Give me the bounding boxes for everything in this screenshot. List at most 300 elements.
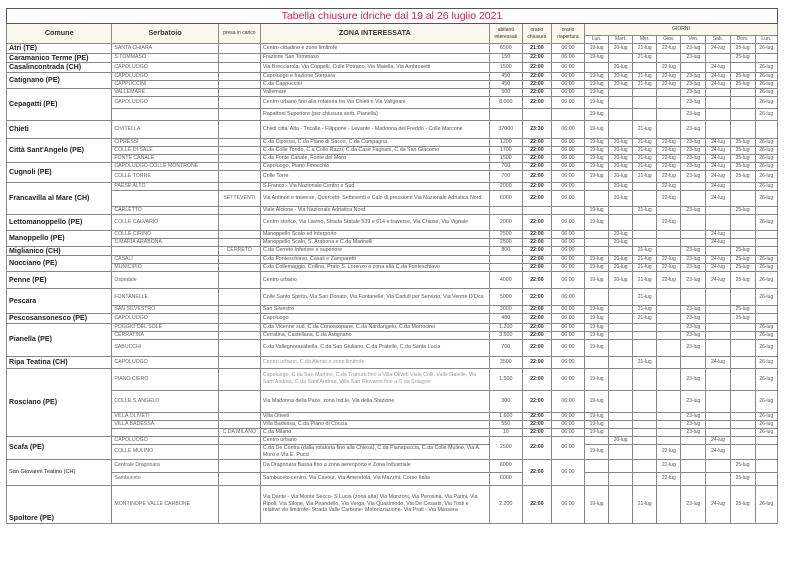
presa-cell: [218, 412, 260, 420]
day-cell: 24-lug: [706, 162, 730, 170]
presa-cell: [218, 339, 260, 356]
day-cell: 23-lug: [681, 120, 706, 138]
day-cell: 19-lug: [585, 120, 609, 138]
presa-cell: [218, 182, 260, 190]
presa-cell: [218, 230, 260, 238]
comune-cell: Cugnoli (PE): [7, 162, 112, 182]
day-cell: 26-lug: [755, 390, 777, 412]
day-cell: [657, 238, 681, 246]
zona-cell: C.da Cappuccini: [260, 80, 489, 88]
day-cell: 21-lug: [633, 120, 657, 138]
day-cell: [657, 420, 681, 428]
zona-cell: Colle Torre: [260, 170, 489, 182]
abitanti-cell: 800: [489, 246, 522, 256]
comune-cell: Rosciano (PE): [7, 368, 112, 436]
day-cell: [657, 485, 681, 523]
day-cell: 22-lug: [657, 214, 681, 230]
abitanti-cell: 6000: [489, 472, 522, 485]
day-cell: 20-lug: [609, 44, 633, 54]
day-cell: [633, 444, 657, 459]
riapertura-cell: 06:00: [551, 331, 584, 339]
day-cell: [657, 289, 681, 306]
serbatoio-cell: Sambuceto: [112, 472, 218, 485]
day-cell: 26-lug: [755, 170, 777, 182]
serbatoio-cell: S.MARIA ARABONA: [112, 238, 218, 246]
table-row: [7, 96, 778, 108]
day-cell: [657, 436, 681, 444]
serbatoio-cell: [112, 428, 218, 436]
day-cell: 22-lug: [657, 63, 681, 73]
chiusura-cell: 22:00: [522, 170, 551, 182]
day-cell: [681, 436, 706, 444]
day-cell: [609, 246, 633, 256]
day-cell: 23-lug: [681, 428, 706, 436]
table-row: [7, 190, 778, 206]
day-cell: 19-lug: [585, 420, 609, 428]
day-cell: [755, 120, 777, 138]
day-cell: 21-lug: [633, 256, 657, 264]
day-cell: 20-lug: [609, 182, 633, 190]
serbatoio-cell: COLLE TORRE: [112, 170, 218, 182]
riapertura-cell: 06:00: [551, 289, 584, 306]
day-cell: [633, 238, 657, 246]
day-cell: 22-lug: [657, 146, 681, 154]
serbatoio-cell: COLLE MULINO: [112, 444, 218, 459]
day-cell: 26-lug: [755, 214, 777, 230]
day-cell: [609, 96, 633, 108]
day-cell: [633, 412, 657, 420]
day-cell: [706, 120, 730, 138]
day-cell: 20-lug: [609, 436, 633, 444]
table-row: [7, 238, 778, 246]
day-cell: 23-lug: [681, 53, 706, 63]
day-cell: [706, 206, 730, 214]
day-cell: [706, 420, 730, 428]
table-row: [7, 80, 778, 88]
day-cell: [706, 214, 730, 230]
day-cell: 24-lug: [706, 444, 730, 459]
day-cell: 24-lug: [706, 256, 730, 264]
day-cell: 21-lug: [633, 44, 657, 54]
table-row: [7, 323, 778, 331]
day-cell: 26-lug: [755, 356, 777, 368]
serbatoio-cell: VALLEMARE: [112, 88, 218, 96]
serbatoio-cell: COLLE DI SALE: [112, 146, 218, 154]
abitanti-cell: 700: [489, 170, 522, 182]
day-cell: [730, 182, 755, 190]
day-cell: 19-lug: [585, 444, 609, 459]
chiusura-cell: 22:00: [522, 339, 551, 356]
day-cell: [706, 53, 730, 63]
day-cell: 26-lug: [755, 331, 777, 339]
comune-cell: Città Sant'Angelo (PE): [7, 138, 112, 162]
header-day: Giov.: [657, 36, 681, 44]
riapertura-cell: 06:00: [551, 356, 584, 368]
zona-cell: Cerratina, Castellana, C.da Astignano: [260, 331, 489, 339]
riapertura-cell: 06:00: [551, 154, 584, 162]
chiusura-cell: 22:00: [522, 230, 551, 238]
day-cell: [730, 412, 755, 420]
zona-cell: Villa Oliveti: [260, 412, 489, 420]
abitanti-cell: 3.500: [489, 331, 522, 339]
day-cell: [657, 306, 681, 314]
riapertura-cell: 06:00: [551, 72, 584, 80]
day-cell: 24-lug: [706, 63, 730, 73]
presa-cell: [218, 63, 260, 73]
day-cell: [730, 339, 755, 356]
day-cell: 23-lug: [681, 339, 706, 356]
day-cell: 20-lug: [609, 138, 633, 146]
day-cell: 22-lug: [657, 264, 681, 272]
presa-cell: [218, 289, 260, 306]
presa-cell: [218, 485, 260, 523]
day-cell: 20-lug: [609, 72, 633, 80]
day-cell: [633, 331, 657, 339]
day-cell: [585, 238, 609, 246]
day-cell: [657, 368, 681, 390]
day-cell: 23-lug: [681, 206, 706, 214]
day-cell: 21-lug: [633, 264, 657, 272]
day-cell: 24-lug: [706, 230, 730, 238]
day-cell: 25-lug: [730, 272, 755, 289]
day-cell: [730, 230, 755, 238]
day-cell: [730, 289, 755, 306]
day-cell: 25-lug: [730, 246, 755, 256]
zona-cell: Sambuceto centro, Via Cavour, Via Amendola, Via Mazzini, Corso Italia: [260, 472, 489, 485]
day-cell: 23-lug: [681, 323, 706, 331]
comune-cell: Nocciano (PE): [7, 256, 112, 272]
zona-cell: Via Madonna della Pace, zona Ind.le, Via della Stazione: [260, 390, 489, 412]
abitanti-cell: 6500: [489, 44, 522, 54]
zona-cell: C.da Fonteschiavo, Casali e Zamparetti: [260, 256, 489, 264]
day-cell: 25-lug: [730, 314, 755, 324]
day-cell: [706, 428, 730, 436]
zona-cell: Via Brecciarola, Via Coppelli, Colle Potrano, Via Maiella, Via Ambrosetti: [260, 63, 489, 73]
comune-cell: Casalincontrada (CH): [7, 63, 112, 73]
day-cell: 22-lug: [657, 170, 681, 182]
day-cell: [755, 314, 777, 324]
day-cell: [633, 88, 657, 96]
table-row: [7, 88, 778, 96]
table-row: [7, 272, 778, 289]
day-cell: [585, 190, 609, 206]
serbatoio-cell: PAESE ALTO: [112, 182, 218, 190]
chiusura-cell: 22:00: [522, 331, 551, 339]
riapertura-cell: 06:00: [551, 264, 584, 272]
zona-cell: Vallemare: [260, 88, 489, 96]
serbatoio-cell: CAPOLUOGO: [112, 314, 218, 324]
day-cell: 23-lug: [681, 256, 706, 264]
chiusura-cell: 22:00: [522, 314, 551, 324]
serbatoio-cell: [112, 190, 218, 206]
day-cell: [755, 459, 777, 472]
day-cell: 22-lug: [657, 272, 681, 289]
day-cell: [730, 108, 755, 120]
day-cell: [609, 323, 633, 331]
day-cell: [609, 214, 633, 230]
chiusura-cell: 22:00: [522, 96, 551, 108]
serbatoio-cell: CIPRESSI: [112, 138, 218, 146]
abitanti-cell: 450: [489, 80, 522, 88]
day-cell: 26-lug: [755, 108, 777, 120]
day-cell: [657, 53, 681, 63]
comune-cell: Scafa (PE): [7, 436, 112, 459]
abitanti-cell: 1500: [489, 63, 522, 73]
day-cell: 19-lug: [585, 485, 609, 523]
day-cell: 23-lug: [681, 368, 706, 390]
chiusura-cell: 22:00: [522, 146, 551, 154]
serbatoio-cell: FONTE CANALE: [112, 154, 218, 162]
day-cell: 19-lug: [585, 206, 609, 214]
day-cell: [730, 444, 755, 459]
presa-cell: [218, 256, 260, 264]
zona-cell: C.da Fonte Canale, Fonte del Moro: [260, 154, 489, 162]
day-cell: 20-lug: [609, 80, 633, 88]
serbatoio-cell: COLLE CALVARIO: [112, 214, 218, 230]
comune-cell: Miglianico (CH): [7, 246, 112, 256]
day-cell: [706, 88, 730, 96]
day-cell: 26-lug: [755, 412, 777, 420]
day-cell: 23-lug: [681, 154, 706, 162]
day-cell: 23-lug: [681, 246, 706, 256]
serbatoio-cell: FONTANELLE: [112, 289, 218, 306]
day-cell: 23-lug: [681, 146, 706, 154]
presa-cell: [218, 88, 260, 96]
day-cell: 22-lug: [657, 444, 681, 459]
day-cell: 21-lug: [633, 356, 657, 368]
day-cell: 24-lug: [706, 436, 730, 444]
day-cell: 20-lug: [609, 154, 633, 162]
day-cell: 26-lug: [755, 485, 777, 523]
serbatoio-cell: SANTA CHIARA: [112, 44, 218, 54]
abitanti-cell: [489, 264, 522, 272]
day-cell: 25-lug: [730, 80, 755, 88]
day-cell: [585, 230, 609, 238]
day-cell: 19-lug: [585, 53, 609, 63]
day-cell: [633, 390, 657, 412]
day-cell: [633, 96, 657, 108]
presa-cell: [218, 108, 260, 120]
presa-cell: [218, 44, 260, 54]
header-chiusura: orario chiusura: [522, 24, 551, 44]
table-row: [7, 289, 778, 306]
chiusura-cell: 21:00: [522, 44, 551, 54]
chiusura-cell: 22:00: [522, 459, 551, 485]
day-cell: [633, 436, 657, 444]
day-cell: [609, 108, 633, 120]
day-cell: [609, 314, 633, 324]
day-cell: [633, 230, 657, 238]
day-cell: [706, 323, 730, 331]
day-cell: 21-lug: [633, 206, 657, 214]
day-cell: 22-lug: [657, 138, 681, 146]
serbatoio-cell: S.TOMMASO: [112, 53, 218, 63]
riapertura-cell: 06:00: [551, 339, 584, 356]
table-row: [7, 306, 778, 314]
zona-cell: Manoppello Scalo, S. Arabona e C.da Marinelli: [260, 238, 489, 246]
table-row: [7, 138, 778, 146]
zona-cell: Da Dragonara Bassa fino a zona aereoporto e Zona Industriale: [260, 459, 489, 472]
day-cell: [609, 306, 633, 314]
day-cell: [681, 214, 706, 230]
day-cell: 19-lug: [585, 368, 609, 390]
comune-cell: Chieti: [7, 120, 112, 138]
table-row: [7, 368, 778, 390]
chiusura-cell: 22:00: [522, 246, 551, 256]
day-cell: 24-lug: [706, 182, 730, 190]
day-cell: 20-lug: [609, 238, 633, 246]
serbatoio-cell: [112, 108, 218, 120]
serbatoio-cell: VILLA BADESSA: [112, 420, 218, 428]
day-cell: 22-lug: [657, 190, 681, 206]
day-cell: 25-lug: [730, 485, 755, 523]
riapertura-cell: 06:00: [551, 368, 584, 390]
day-cell: [730, 436, 755, 444]
zona-cell: C.da Collemaggio, Collina, Prato S. Lorenzo e zona alta C.da Fonteschiavo: [260, 264, 489, 272]
day-cell: 20-lug: [609, 146, 633, 154]
day-cell: 25-lug: [730, 154, 755, 162]
serbatoio-cell: CIVITELLA: [112, 120, 218, 138]
day-cell: 25-lug: [730, 306, 755, 314]
day-cell: [657, 339, 681, 356]
chiusura-cell: 22:00: [522, 72, 551, 80]
presa-cell: [218, 138, 260, 146]
day-cell: [633, 108, 657, 120]
day-cell: [633, 368, 657, 390]
day-cell: 19-lug: [585, 88, 609, 96]
day-cell: [755, 444, 777, 459]
day-cell: 19-lug: [585, 412, 609, 420]
serbatoio-cell: CAPOLUOGO: [112, 356, 218, 368]
header-day: Mart.: [609, 36, 633, 44]
abitanti-cell: [489, 108, 522, 120]
day-cell: [585, 472, 609, 485]
day-cell: [730, 63, 755, 73]
presa-cell: [218, 214, 260, 230]
table-row: [7, 472, 778, 485]
presa-cell: [218, 154, 260, 162]
chiusura-cell: [522, 206, 551, 214]
day-cell: 24-lug: [706, 146, 730, 154]
abitanti-cell: 550: [489, 420, 522, 428]
serbatoio-cell: CAPOLUOGO: [112, 63, 218, 73]
abitanti-cell: 700: [489, 162, 522, 170]
water-closure-sheet: [6, 8, 778, 524]
riapertura-cell: 06:00: [551, 170, 584, 182]
day-cell: [730, 190, 755, 206]
day-cell: [755, 230, 777, 238]
day-cell: 26-lug: [755, 72, 777, 80]
header-day: Sab.: [706, 36, 730, 44]
day-cell: 23-lug: [681, 96, 706, 108]
presa-cell: [218, 120, 260, 138]
day-cell: [706, 289, 730, 306]
day-cell: [706, 314, 730, 324]
day-cell: 20-lug: [609, 162, 633, 170]
header-riapertura: orario riapertura: [551, 24, 584, 44]
day-cell: [681, 444, 706, 459]
serbatoio-cell: CAPOLUOGO: [112, 436, 218, 444]
day-cell: [609, 412, 633, 420]
zona-cell: C.da Vicenne sud, C.da Conoscopane, C.da Nardangelo, C.da Morrocino: [260, 323, 489, 331]
day-cell: 19-lug: [585, 44, 609, 54]
zona-cell: Centro urbano, C.da Alento e zone limitrofe: [260, 356, 489, 368]
day-cell: [706, 390, 730, 412]
chiusura-cell: 22:00: [522, 80, 551, 88]
chiusura-cell: 22:00: [522, 436, 551, 459]
day-cell: [657, 206, 681, 214]
serbatoio-cell: POGGIO DEL SOLE: [112, 323, 218, 331]
comune-cell: Pianella (PE): [7, 323, 112, 356]
day-cell: [585, 246, 609, 256]
zona-cell: Rapattoni Superiore (per chiusura serb. Pianella): [260, 108, 489, 120]
day-cell: 26-lug: [755, 146, 777, 154]
presa-cell: [218, 390, 260, 412]
header-day: Mer.: [633, 36, 657, 44]
zona-cell: C.da Milano: [260, 428, 489, 436]
zona-cell: Capoluogo, C.da San Martino, C.da Tratturo fino a Villa Oliveti Viale Colli, Valle Galelle, Via Sant'Andrea, C.da Sant'Andrea, Villa San Giovanni fino a C.da Solagne: [260, 368, 489, 390]
abitanti-cell: 1.200: [489, 323, 522, 331]
zona-cell: Manoppello Scalo ed Interporto: [260, 230, 489, 238]
presa-cell: [218, 368, 260, 390]
day-cell: 21-lug: [633, 246, 657, 256]
day-cell: [755, 206, 777, 214]
presa-cell: [218, 53, 260, 63]
presa-cell: SETTEVENTI: [218, 190, 260, 206]
presa-cell: [218, 264, 260, 272]
day-cell: 26-lug: [755, 272, 777, 289]
abitanti-cell: 1.500: [489, 368, 522, 390]
day-cell: [609, 485, 633, 523]
day-cell: [706, 331, 730, 339]
abitanti-cell: 450: [489, 72, 522, 80]
abitanti-cell: 1700: [489, 146, 522, 154]
presa-cell: [218, 272, 260, 289]
day-cell: [730, 420, 755, 428]
day-cell: [681, 356, 706, 368]
riapertura-cell: 06:00: [551, 44, 584, 54]
chiusura-cell: 22:00: [522, 154, 551, 162]
table-row: [7, 63, 778, 73]
riapertura-cell: 06:00: [551, 230, 584, 238]
day-cell: 24-lug: [706, 356, 730, 368]
abitanti-cell: 5000: [489, 289, 522, 306]
table-row: [7, 206, 778, 214]
zona-cell: Capoluogo e frazione Sterpara: [260, 72, 489, 80]
day-cell: 19-lug: [585, 108, 609, 120]
zona-cell: Viale Alcione - Via Nazionale Adriatica Nord: [260, 206, 489, 214]
comune-cell: Lettomanoppello (PE): [7, 214, 112, 230]
chiusura-cell: 22:00: [522, 420, 551, 428]
abitanti-cell: 6000: [489, 459, 522, 472]
comune-cell: Pescara: [7, 289, 112, 314]
presa-cell: [218, 356, 260, 368]
day-cell: [681, 63, 706, 73]
riapertura-cell: 06:00: [551, 53, 584, 63]
day-cell: 26-lug: [755, 154, 777, 162]
day-cell: [657, 96, 681, 108]
day-cell: 21-lug: [633, 306, 657, 314]
day-cell: 21-lug: [633, 314, 657, 324]
riapertura-cell: 06:00: [551, 246, 584, 256]
day-cell: [657, 88, 681, 96]
riapertura-cell: 06:00: [551, 272, 584, 289]
day-cell: 23-lug: [681, 314, 706, 324]
day-cell: 26-lug: [755, 190, 777, 206]
day-cell: 21-lug: [633, 170, 657, 182]
serbatoio-cell: CAPOLUOGO: [112, 96, 218, 108]
comune-cell: Ripa Teatina (CH): [7, 356, 112, 368]
